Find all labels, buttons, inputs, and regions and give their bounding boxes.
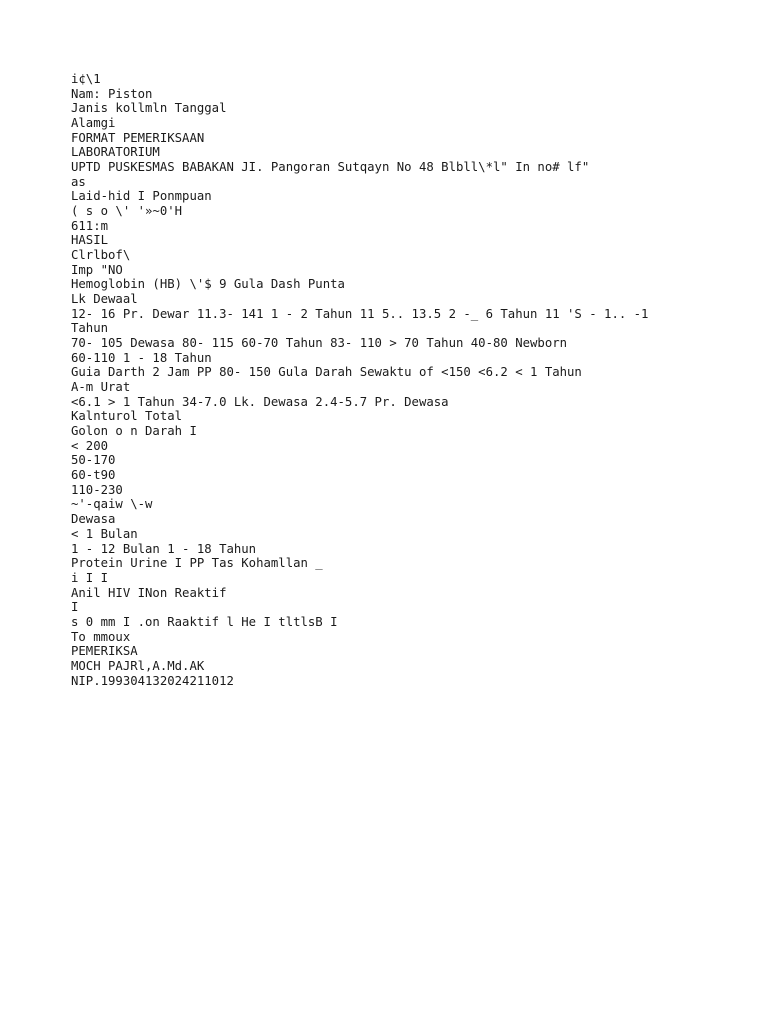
result-heading-line: HASIL [71, 233, 109, 248]
text-line-3: Janis kollmln Tanggal [71, 101, 227, 116]
reference-range-line-4: 60-110 1 - 18 Tahun [71, 350, 212, 365]
range-value-1: < 200 [71, 438, 109, 453]
range-value-3: 60-t90 [71, 468, 116, 483]
clinic-header-line: UPTD PUSKESMAS BABAKAN JI. Pangoran Sutqayn No 48 Blbll\*l" In no# lf" [71, 160, 590, 175]
range-value-4: 110-230 [71, 482, 123, 497]
reference-range-line-3: 70- 105 Dewasa 80- 115 60-70 Tahun 83- 110 > 70 Tahun 40-80 Newborn [71, 336, 568, 351]
hiv-test-line: Anil HIV INon Reaktif [71, 585, 227, 600]
text-line-8: as [71, 174, 86, 189]
text-line-37: I [71, 600, 79, 615]
adult-label-line: Dewasa [71, 512, 116, 527]
reference-range-line-1: 12- 16 Pr. Dewar 11.3- 141 1 - 2 Tahun 11 5.. 13.5 2 -_ 6 Tahun 11 'S - 1.. -1 [71, 306, 649, 321]
cholesterol-line: Kalnturol Total [71, 409, 183, 424]
hemoglobin-line: Hemoglobin (HB) \'$ 9 Gula Dash Punta [71, 277, 345, 292]
examiner-name-line: MOCH PAJRl,A.Md.AK [71, 658, 205, 673]
examiner-nip-line: NIP.199304132024211012 [71, 673, 234, 688]
patient-name-line: Nam: Piston [71, 86, 153, 101]
reference-range-line-2: Tahun [71, 321, 109, 336]
text-line-35: i I I [71, 570, 109, 585]
ocr-text-block [71, 72, 751, 688]
text-line-39: To mmoux [71, 629, 131, 644]
text-line-13: Clrlbof\ [71, 248, 131, 263]
blood-sugar-line: Guia Darth 2 Jam PP 80- 150 Gula Darah Sewaktu of <150 <6.2 < 1 Tahun [71, 365, 582, 380]
examiner-label-line: PEMERIKSA [71, 644, 138, 659]
uric-acid-line: A-m Urat [71, 380, 131, 395]
text-line-30: ~'-qaiw \-w [71, 497, 153, 512]
text-line-11: 611:m [71, 218, 109, 233]
gender-line: Laid-hid I Ponmpuan [71, 189, 212, 204]
text-line-1: i¢\1 [71, 72, 101, 86]
urine-protein-line: Protein Urine I PP Tas Kohamllan _ [71, 556, 323, 571]
blood-group-line: Golon o n Darah I [71, 424, 197, 439]
text-line-10: ( s o \' '»~0'H [71, 204, 183, 219]
form-title-line-2: LABORATORIUM [71, 145, 160, 160]
age-range-line-1: < 1 Bulan [71, 526, 138, 541]
text-line-38: s 0 mm I .on Raaktif l He I tltlsB I [71, 614, 338, 629]
address-line: Alamgi [71, 116, 116, 131]
age-range-line-2: 1 - 12 Bulan 1 - 18 Tahun [71, 541, 257, 556]
text-line-16: Lk Dewaal [71, 292, 138, 307]
range-value-2: 50-170 [71, 453, 116, 468]
text-line-14: Imp "NO [71, 262, 123, 277]
form-title-line-1: FORMAT PEMERIKSAAN [71, 130, 205, 145]
reference-range-line-5: <6.1 > 1 Tahun 34-7.0 Lk. Dewasa 2.4-5.7 Pr. Dewasa [71, 394, 449, 409]
